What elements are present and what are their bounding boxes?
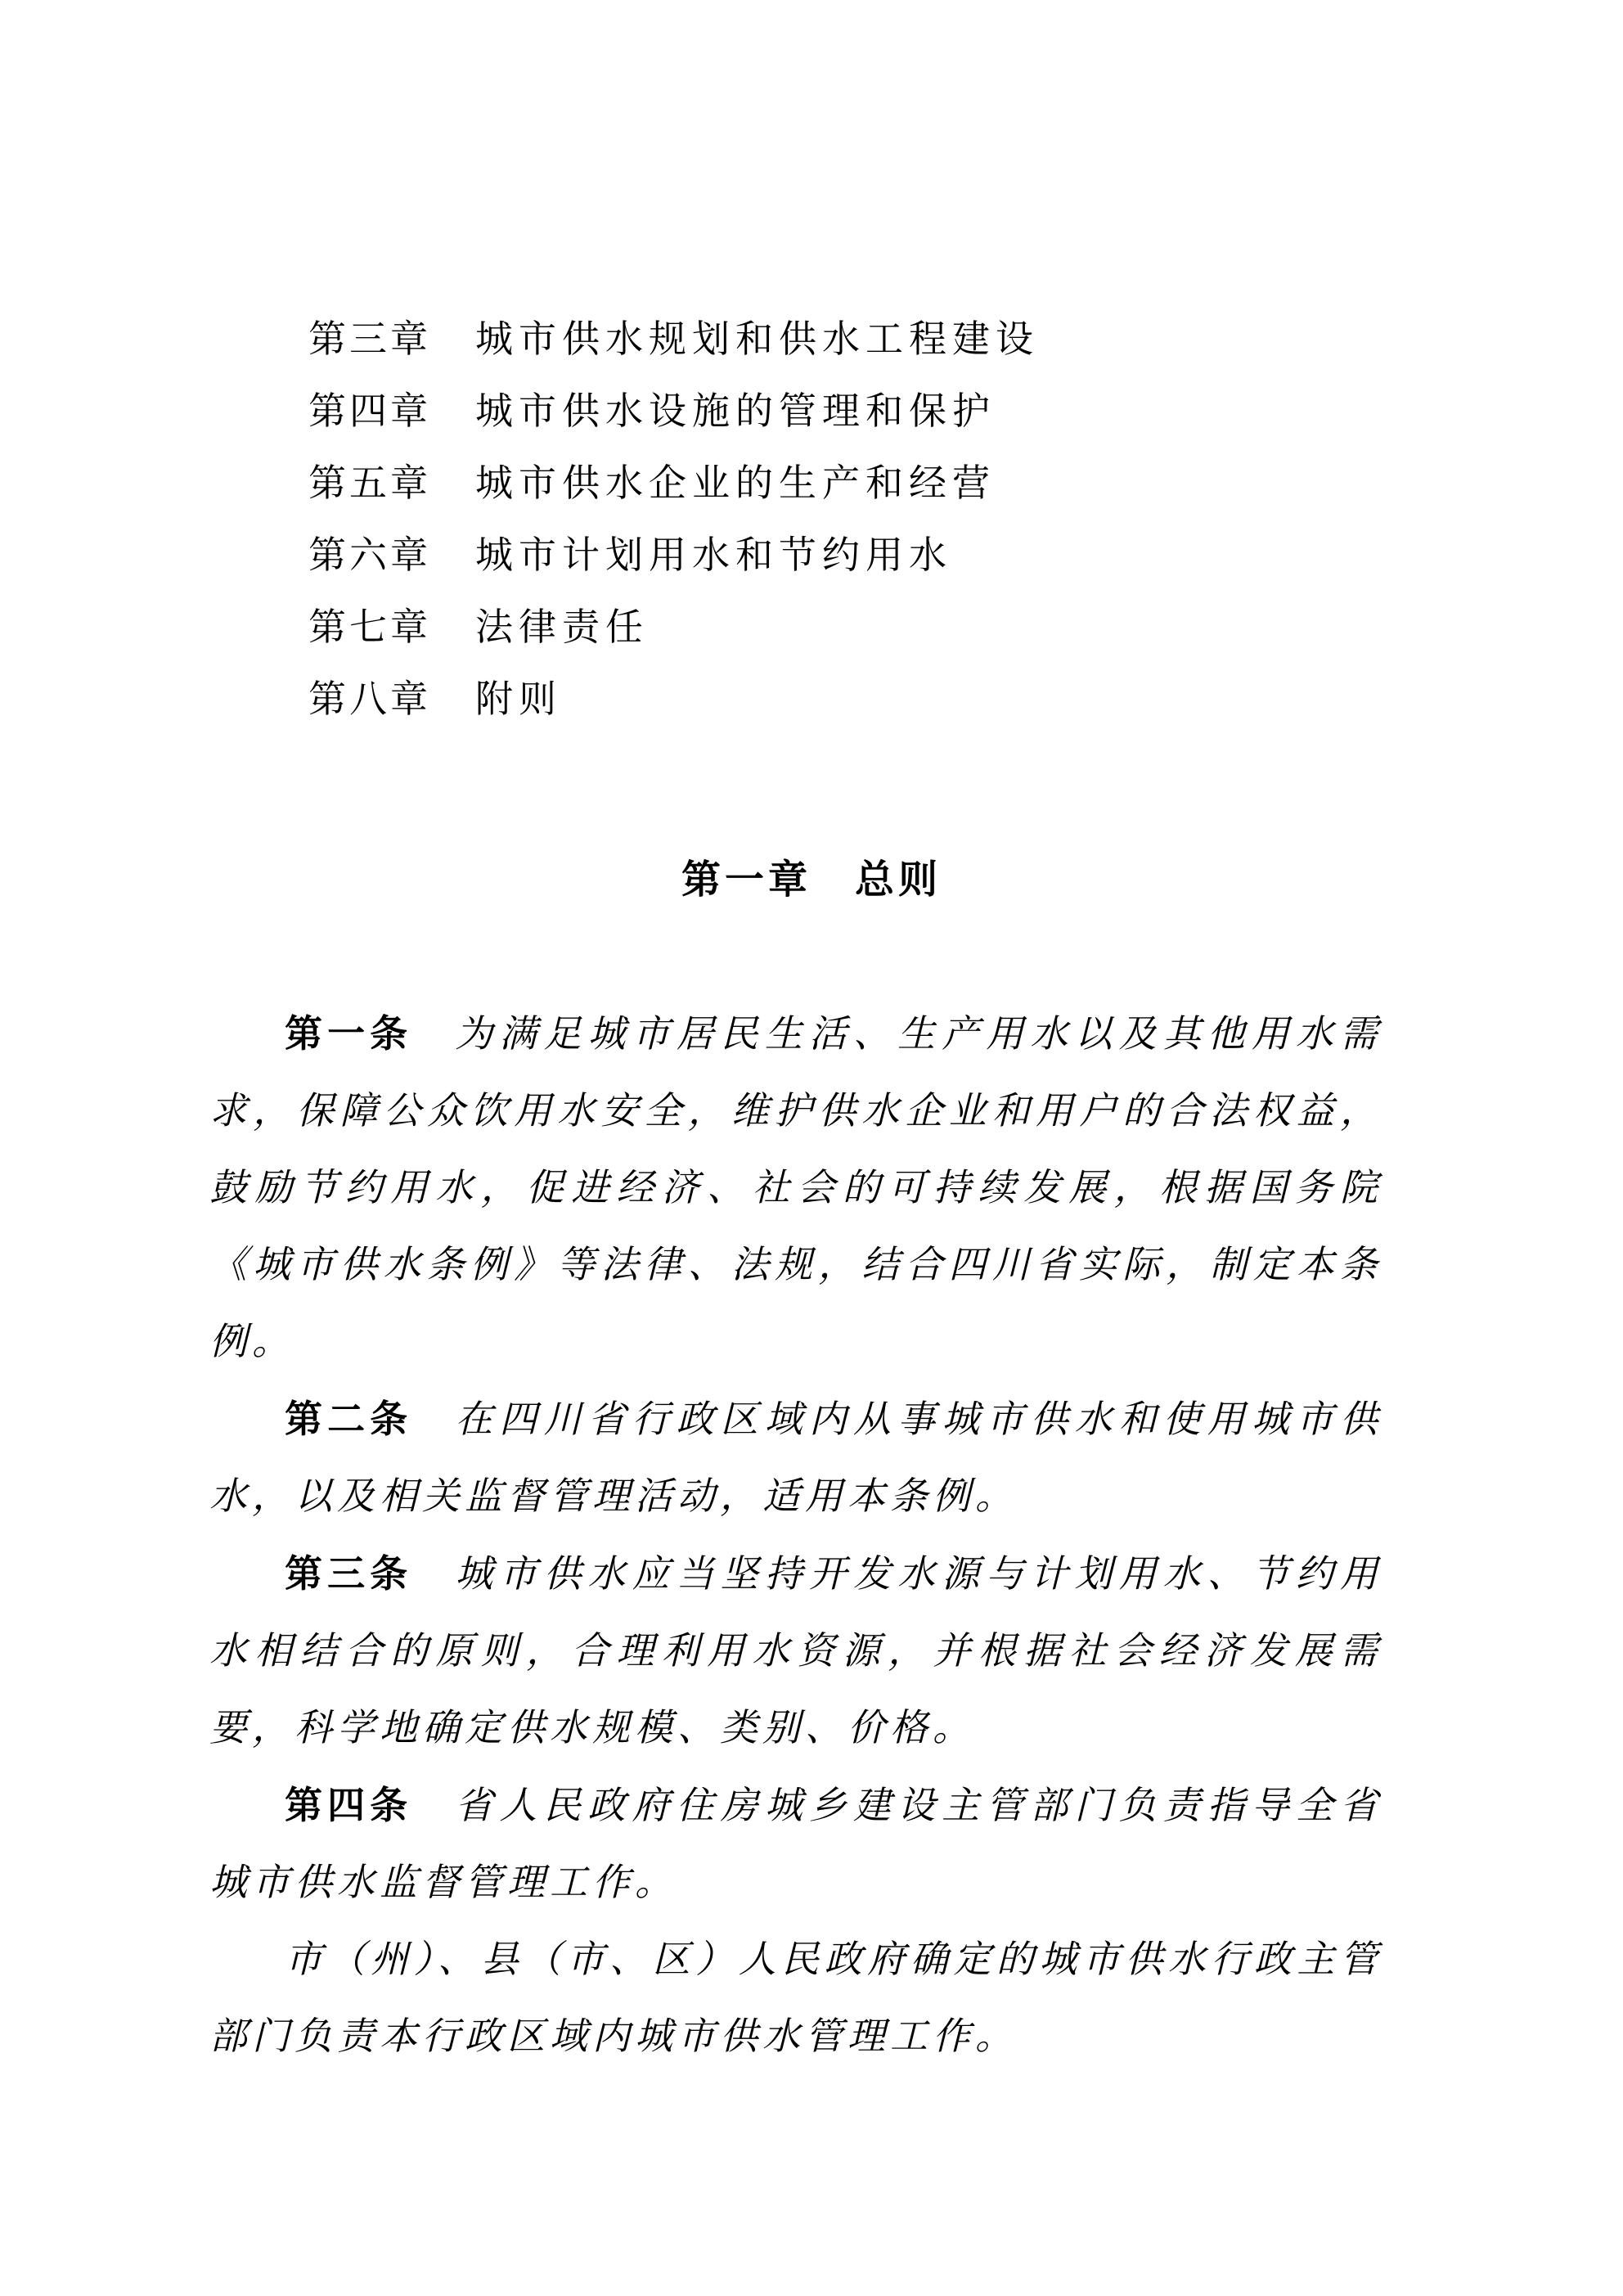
toc-item-chapter-4 [308,375,1459,447]
toc-chapter-title: 城市计划用水和节约用水 [475,533,952,576]
toc-chapter-title: 法律责任 [475,606,649,648]
article-4 [209,1767,1382,1921]
article-4-number: 第四条 [285,1784,413,1826]
table-of-contents [308,303,1459,735]
toc-chapter-label: 第三章 [308,317,431,360]
article-1-text: 为满足城市居民生活、生产用水以及其他用水需求，保障公众饮用水安全，维护供水企业和用户的合法权益，鼓励节约用水，促进经济、社会的可持续发展，根据国务院《城市供水条例》等法律、法规，结合四川省实际，制定本条例。 [209,1013,1383,1362]
toc-item-chapter-6 [308,519,1459,591]
toc-chapter-title: 城市供水规划和供水工程建设 [475,317,1039,360]
toc-item-chapter-8 [308,663,1459,735]
article-2-text: 在四川省行政区域内从事城市供水和使用城市供水，以及相关监督管理活动，适用本条例。 [209,1398,1383,1517]
toc-item-chapter-5 [308,447,1459,519]
article-4-text: 省人民政府住房城乡建设主管部门负责指导全省城市供水监督管理工作。 [209,1785,1383,1903]
article-1 [209,995,1382,1380]
article-3-text: 城市供水应当坚持开发水源与计划用水、节约用水相结合的原则，合理利用水资源，并根据社会经济发展需要，科学地确定供水规模、类别、价格。 [209,1553,1383,1749]
article-1-number: 第一条 [285,1012,413,1055]
toc-chapter-title: 城市供水设施的管理和保护 [475,389,996,432]
toc-chapter-title: 城市供水企业的生产和经营 [475,461,996,504]
toc-chapter-label: 第四章 [308,389,431,432]
article-3 [209,1535,1382,1767]
toc-item-chapter-3 [308,303,1459,375]
article-2-number: 第二条 [285,1398,413,1440]
toc-item-chapter-7 [308,591,1459,663]
toc-chapter-label: 第七章 [308,606,431,648]
toc-chapter-label: 第八章 [308,678,431,720]
chapter-heading: 第一章 总则 [681,858,942,902]
article-2 [209,1380,1382,1535]
article-4-paragraph-2 [209,1921,1382,2075]
article-text-block [209,995,1382,2075]
article-4-paragraph-2-text: 市（州）、县（市、区）人民政府确定的城市供水行政主管部门负责本行政区域内城市供水管理工作。 [209,1938,1382,2057]
article-3-number: 第三条 [285,1552,413,1595]
toc-chapter-title: 附则 [475,678,562,720]
toc-chapter-label: 第五章 [308,461,431,504]
toc-chapter-label: 第六章 [308,533,431,576]
